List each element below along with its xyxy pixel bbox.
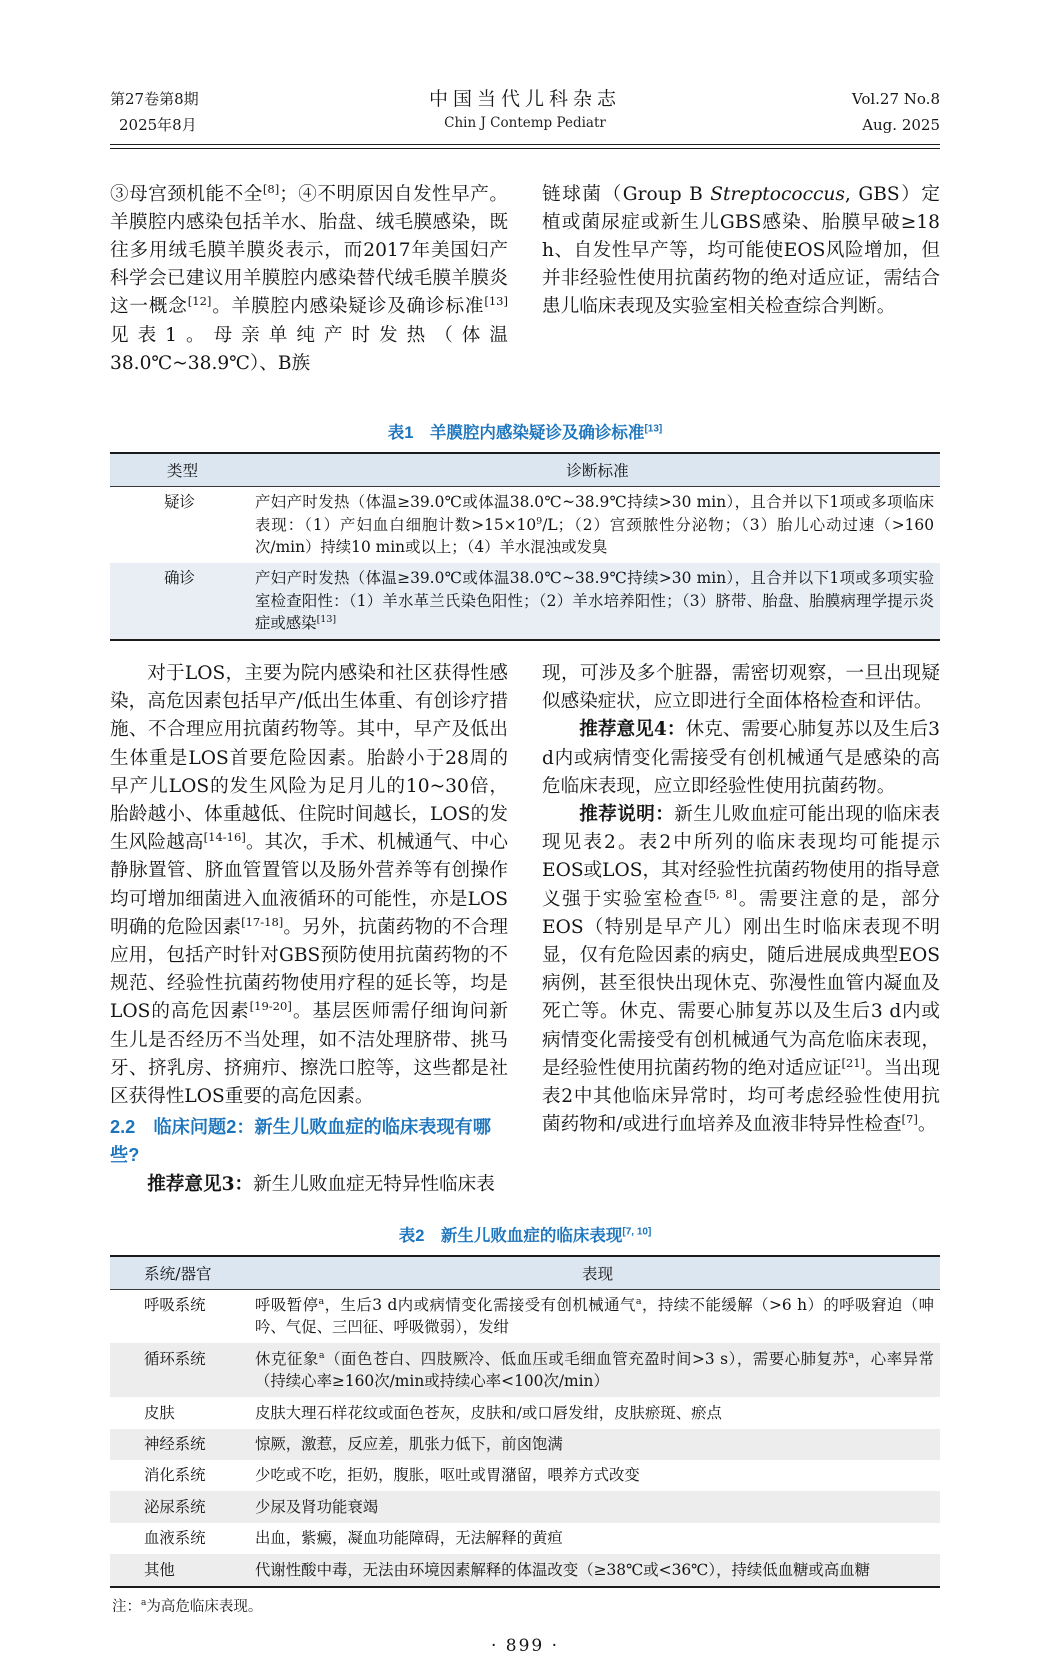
- journal-header: [110, 86, 940, 138]
- table-row: [110, 1523, 940, 1554]
- volume-issue-cn: [110, 86, 280, 138]
- table1: [110, 452, 940, 641]
- table1-row1-criteria: 产妇产时发热（体温≥39.0℃或体温38.0℃~38.9℃持续>30 min），且合并以下1项或多项实验室检查阳性：（1）羊水革兰氏染色阳性；（2）羊水培养阳性；（3）脐带、胎盘、胎膜病理学提示炎症或感染[13]: [255, 569, 934, 633]
- table1-header-row: [110, 453, 940, 487]
- header-divider-rule: [110, 144, 940, 149]
- body-right-paragraph-1: 现，可涉及多个脏器，需密切观察，一旦出现疑似感染症状，应立即进行全面体格检查和评估。: [542, 663, 940, 713]
- table2-row7-system: 其他: [144, 1560, 175, 1579]
- journal-title-cn: 中国当代儿科杂志: [428, 88, 621, 110]
- table-row: [110, 1554, 940, 1586]
- table2: [110, 1255, 940, 1588]
- table2-caption: [110, 1222, 940, 1246]
- table2-row1-manifestation: 休克征象$^a$（面色苍白、四肢厥冷、低血压或毛细血管充盈时间>3 s），需要心肺复苏$^a$，心率异常（持续心率≥160次/min或持续心率<100次/min）: [255, 1349, 934, 1391]
- section-heading-2-2: 2.2 临床问题2：新生儿败血症的临床表现有哪些?: [110, 1117, 491, 1166]
- body-left-paragraph-2: 推荐意见3：新生儿败血症无特异性临床表: [147, 1174, 495, 1196]
- table2-caption-ref: [7, 10]: [622, 1226, 652, 1237]
- table-row: [110, 563, 940, 640]
- table2-row6-system: 血液系统: [144, 1529, 206, 1548]
- table2-row4-system: 消化系统: [144, 1466, 206, 1485]
- table1-caption-text: 表1 羊膜腔内感染疑诊及确诊标准: [387, 423, 645, 442]
- table-row: [110, 1343, 940, 1397]
- body-section: [110, 660, 940, 1199]
- table2-row4-manifestation: 少吃或不吃，拒奶，腹胀，呕吐或胃潴留，喂养方式改变: [255, 1466, 640, 1485]
- volume-issue-en: [770, 86, 940, 138]
- table1-caption-ref: [13]: [644, 423, 663, 435]
- volume-en: Vol.27 No.8: [851, 90, 940, 108]
- table2-row0-manifestation: 呼吸暂停$^a$，生后3 d内或病情变化需接受有创机械通气$^a$，持续不能缓解（>6 h）的呼吸窘迫（呻吟、气促、三凹征、呼吸微弱），发绀: [255, 1295, 934, 1337]
- table1-caption: [110, 419, 940, 443]
- intro-section: [110, 162, 940, 397]
- table1-row0-type: 疑诊: [164, 493, 195, 512]
- body-right-paragraph-3: 推荐说明：新生儿败血症可能出现的临床表现见表2。表2中所列的临床表现均可能提示EOS或LOS，其对经验性抗菌药物使用的指导意义强于实验室检查[5, 8]。需要注意的是，部分EOS（特别是早产儿）刚出生时临床表现不明显，仅有危险因素的病史，随后进展成典型EOS病例，甚至很快出现休克、弥漫性血管内凝血及死亡等。休克、需要心肺复苏以及生后3 d内或病情变化需接受有创机械通气为高危临床表现，是经验性使用抗菌药物的绝对适应证[21]。当出现表2中其他临床异常时，均可考虑经验性使用抗菌药物和/或进行血培养及血液非特异性检查[7]。: [542, 804, 940, 1136]
- intro-right-paragraph: 链球菌（Group B Streptococcus, GBS）定植或菌尿症或新生儿GBS感染、胎膜早破≥18 h、自发性早产等，均可能使EOS风险增加，但并非经验性使用抗菌药物的绝对适应证，需结合患儿临床表现及实验室相关检查综合判断。: [542, 183, 940, 318]
- table2-header-manifestation: 表现: [255, 1256, 940, 1290]
- date-cn: 2025年8月: [119, 116, 197, 134]
- body-right-column: [542, 660, 940, 1199]
- table2-row3-manifestation: 惊厥，激惹，反应差，肌张力低下，前囟饱满: [255, 1435, 563, 1454]
- table1-header-type: 类型: [110, 453, 255, 487]
- page-number: · 899 ·: [490, 1635, 560, 1656]
- table-row: [110, 1397, 940, 1428]
- table1-header-criteria: 诊断标准: [255, 453, 940, 487]
- table2-header-system: 系统/器官: [110, 1256, 255, 1290]
- table-row: [110, 1491, 940, 1522]
- table2-row7-manifestation: 代谢性酸中毒，无法由环境因素解释的体温改变（≥38℃或<36℃），持续低血糖或高血糖: [255, 1560, 870, 1579]
- table2-row5-manifestation: 少尿及肾功能衰竭: [255, 1497, 379, 1516]
- body-left-paragraph-1: 对于LOS，主要为院内感染和社区获得性感染，高危因素包括早产/低出生体重、有创诊疗措施、不合理应用抗菌药物等。其中，早产及低出生体重是LOS首要危险因素。胎龄小于28周的早产儿LOS的发生风险为足月儿的10~30倍，胎龄越小、体重越低、住院时间越长，LOS的发生风险越高[14-16]。其次，手术、机械通气、中心静脉置管、脐血管置管以及肠外营养等有创操作均可增加细菌进入血液循环的可能性，亦是LOS明确的危险因素[17-18]。另外，抗菌药物的不合理应用，包括产时针对GBS预防使用抗菌药物的不规范、经验性抗菌药物使用疗程的延长等，均是LOS的高危因素[19-20]。基层医师需仔细询问新生儿是否经历不当处理，如不洁处理脐带、挑马牙、挤乳房、挤痈疖、擦洗口腔等，这些都是社区获得性LOS重要的高危因素。: [110, 663, 508, 1108]
- table1-row0-criteria: 产妇产时发热（体温≥39.0℃或体温38.0℃~38.9℃持续>30 min），且合并以下1项或多项临床表现：（1）产妇血白细胞计数$>15\times 10^9/L$；（2）宫颈脓性分泌物；（3）胎儿心动过速（>160次/min）持续10 min或以上；（4）羊水混浊或发臭: [255, 493, 934, 556]
- volume-cn: 第27卷第8期: [110, 90, 199, 108]
- journal-title-block: [280, 86, 770, 134]
- table2-row0-system: 呼吸系统: [144, 1296, 206, 1314]
- table-row: [110, 1289, 940, 1343]
- table2-row2-system: 皮肤: [144, 1403, 175, 1422]
- table2-row3-system: 神经系统: [144, 1435, 206, 1454]
- body-left-column: [110, 660, 508, 1199]
- table2-row5-system: 泌尿系统: [144, 1497, 206, 1516]
- body-right-paragraph-2: 推荐意见4：休克、需要心肺复苏以及生后3 d内或病情变化需接受有创机械通气是感染的高危临床表现，应立即经验性使用抗菌药物。: [542, 719, 940, 797]
- table2-row1-system: 循环系统: [144, 1349, 206, 1368]
- table2-row6-manifestation: 出血，紫癜，凝血功能障碍，无法解释的黄疸: [255, 1529, 563, 1548]
- table2-header-row: [110, 1256, 940, 1290]
- table-row: [110, 1429, 940, 1460]
- table2-row2-manifestation: 皮肤大理石样花纹或面色苍灰，皮肤和/或口唇发绀，皮肤瘀斑、瘀点: [255, 1403, 722, 1422]
- table2-caption-text: 表2 新生儿败血症的临床表现: [398, 1226, 623, 1245]
- date-en: Aug. 2025: [862, 116, 940, 134]
- table1-row1-type: 确诊: [164, 569, 195, 588]
- table-row: [110, 486, 940, 563]
- journal-title-en: Chin J Contemp Pediatr: [444, 115, 606, 131]
- intro-left-paragraph: ③母宫颈机能不全[8]；④不明原因自发性早产。羊膜腔内感染包括羊水、胎盘、绒毛膜感染，既往多用绒毛膜羊膜炎表示，而2017年美国妇产科学会已建议用羊膜腔内感染替代绒毛膜羊膜炎这一概念[12]。羊膜腔内感染疑诊及确诊标准[13]见表1。母亲单纯产时发热（体温38.0℃~38.9℃）、B族: [110, 181, 508, 374]
- table2-footnote: 注：$^a$为高危临床表现。: [112, 1597, 263, 1615]
- table-row: [110, 1460, 940, 1491]
